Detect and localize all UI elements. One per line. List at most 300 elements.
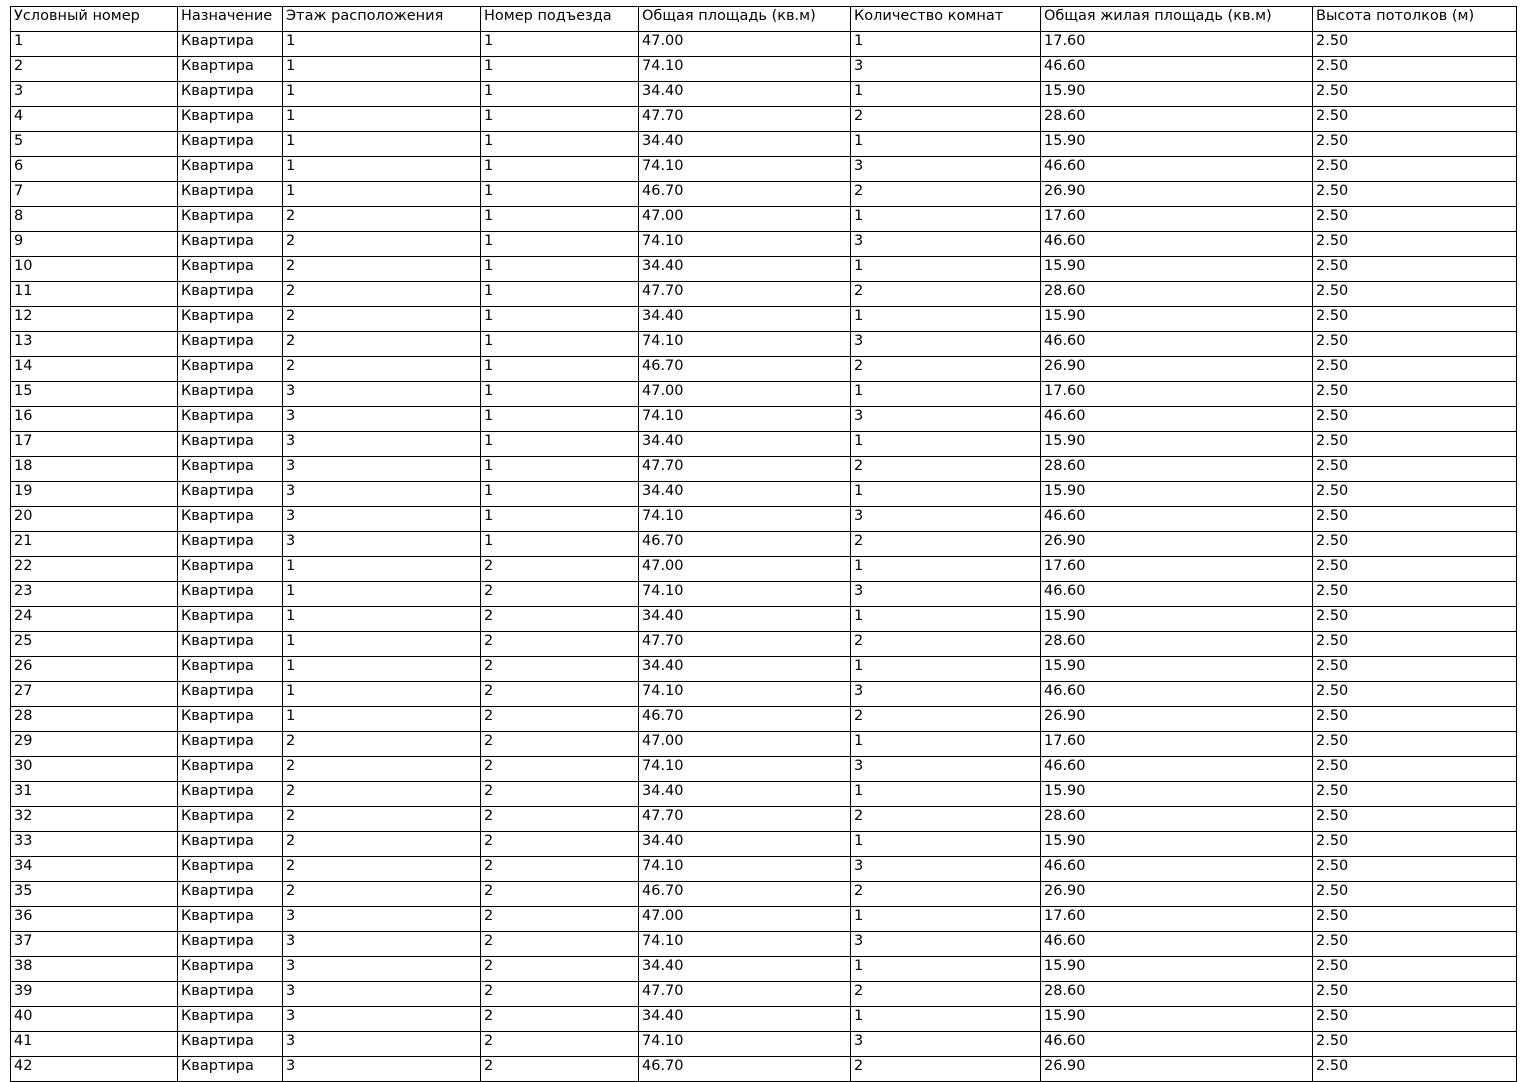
table-cell: Квартира (178, 407, 283, 432)
table-cell: 3 (851, 757, 1041, 782)
table-cell: 2 (851, 457, 1041, 482)
table-row (11, 1032, 1517, 1057)
table-cell: Квартира (178, 357, 283, 382)
table-cell: 15.90 (1041, 957, 1313, 982)
table-cell: 3 (283, 432, 481, 457)
table-row (11, 1007, 1517, 1032)
table-cell: 74.10 (639, 857, 851, 882)
table-cell: 3 (851, 932, 1041, 957)
table-cell: 2.50 (1313, 82, 1517, 107)
table-cell: 3 (851, 407, 1041, 432)
table-cell: 1 (481, 57, 639, 82)
table-row (11, 757, 1517, 782)
table-cell: 1 (481, 32, 639, 57)
table-cell: 1 (851, 607, 1041, 632)
table-cell: Квартира (178, 1057, 283, 1082)
table-cell: 15 (11, 382, 178, 407)
table-cell: 3 (283, 457, 481, 482)
table-cell: 2.50 (1313, 707, 1517, 732)
table-cell: 47.00 (639, 382, 851, 407)
table-cell: 46.60 (1041, 57, 1313, 82)
table-cell: 2 (851, 982, 1041, 1007)
table-cell: 1 (481, 532, 639, 557)
table-cell: 74.10 (639, 232, 851, 257)
table-cell: Квартира (178, 107, 283, 132)
table-cell: 2.50 (1313, 757, 1517, 782)
table-cell: 47.00 (639, 32, 851, 57)
column-header: Условный номер (11, 7, 178, 32)
table-cell: 2.50 (1313, 632, 1517, 657)
table-cell: 2 (481, 957, 639, 982)
table-cell: 15.90 (1041, 782, 1313, 807)
table-row (11, 657, 1517, 682)
table-cell: 2 (481, 732, 639, 757)
table-cell: 19 (11, 482, 178, 507)
table-cell: 15.90 (1041, 482, 1313, 507)
table-cell: 46.70 (639, 882, 851, 907)
table-cell: 46.70 (639, 532, 851, 557)
table-cell: 13 (11, 332, 178, 357)
table-cell: 26.90 (1041, 357, 1313, 382)
table-cell: 46.60 (1041, 157, 1313, 182)
table-cell: 1 (283, 582, 481, 607)
table-cell: 8 (11, 207, 178, 232)
table-cell: 2.50 (1313, 257, 1517, 282)
table-cell: Квартира (178, 482, 283, 507)
table-cell: 2.50 (1313, 732, 1517, 757)
table-cell: 2 (283, 207, 481, 232)
table-cell: 15.90 (1041, 432, 1313, 457)
table-row (11, 632, 1517, 657)
table-cell: Квартира (178, 882, 283, 907)
table-cell: 1 (481, 82, 639, 107)
table-cell: 41 (11, 1032, 178, 1057)
table-cell: 47.70 (639, 982, 851, 1007)
table-cell: 3 (283, 1032, 481, 1057)
table-cell: 2.50 (1313, 157, 1517, 182)
table-cell: 2.50 (1313, 532, 1517, 557)
table-cell: Квартира (178, 982, 283, 1007)
table-cell: Квартира (178, 957, 283, 982)
table-cell: 26.90 (1041, 182, 1313, 207)
table-cell: 1 (851, 657, 1041, 682)
table-cell: 2 (283, 332, 481, 357)
table-row (11, 682, 1517, 707)
table-cell: 2 (481, 1057, 639, 1082)
table-cell: 15.90 (1041, 82, 1313, 107)
table-row (11, 407, 1517, 432)
table-cell: 46.60 (1041, 857, 1313, 882)
table-cell: 1 (851, 732, 1041, 757)
table-row (11, 107, 1517, 132)
table-cell: 1 (283, 107, 481, 132)
table-cell: 42 (11, 1057, 178, 1082)
table-cell: 26.90 (1041, 707, 1313, 732)
table-cell: 1 (481, 157, 639, 182)
table-cell: 2 (283, 782, 481, 807)
table-cell: 1 (481, 407, 639, 432)
table-cell: 3 (283, 532, 481, 557)
table-cell: Квартира (178, 757, 283, 782)
table-cell: 46.60 (1041, 932, 1313, 957)
table-cell: 9 (11, 232, 178, 257)
table-cell: 2.50 (1313, 357, 1517, 382)
table-cell: Квартира (178, 682, 283, 707)
table-cell: 74.10 (639, 932, 851, 957)
table-cell: 74.10 (639, 332, 851, 357)
table-cell: 21 (11, 532, 178, 557)
table-cell: 15.90 (1041, 1007, 1313, 1032)
table-cell: Квартира (178, 457, 283, 482)
table-cell: 47.70 (639, 807, 851, 832)
table-cell: 3 (851, 157, 1041, 182)
table-row (11, 982, 1517, 1007)
table-cell: 74.10 (639, 407, 851, 432)
table-cell: 1 (283, 607, 481, 632)
table-cell: 2 (481, 807, 639, 832)
table-cell: 1 (851, 832, 1041, 857)
table-cell: 28.60 (1041, 107, 1313, 132)
table-cell: 1 (283, 32, 481, 57)
table-cell: Квартира (178, 1007, 283, 1032)
table-cell: 46.60 (1041, 1032, 1313, 1057)
table-cell: 2 (851, 882, 1041, 907)
table-cell: 34.40 (639, 832, 851, 857)
column-header: Номер подъезда (481, 7, 639, 32)
table-cell: 1 (851, 32, 1041, 57)
table-cell: 2.50 (1313, 832, 1517, 857)
table-cell: 46.60 (1041, 757, 1313, 782)
table-cell: 2.50 (1313, 382, 1517, 407)
table-cell: 2.50 (1313, 282, 1517, 307)
table-cell: 2 (851, 1057, 1041, 1082)
table-cell: 28 (11, 707, 178, 732)
table-row (11, 157, 1517, 182)
table-cell: Квартира (178, 832, 283, 857)
table-cell: 3 (11, 82, 178, 107)
table-cell: 2 (481, 607, 639, 632)
table-row (11, 582, 1517, 607)
table-cell: 2 (283, 307, 481, 332)
table-cell: 1 (851, 382, 1041, 407)
table-cell: 33 (11, 832, 178, 857)
table-row (11, 257, 1517, 282)
table-cell: 37 (11, 932, 178, 957)
table-cell: Квартира (178, 207, 283, 232)
table-cell: Квартира (178, 932, 283, 957)
table-row (11, 532, 1517, 557)
table-cell: Квартира (178, 582, 283, 607)
table-cell: 34.40 (639, 132, 851, 157)
table-cell: 3 (851, 1032, 1041, 1057)
table-row (11, 432, 1517, 457)
table-cell: 2 (11, 57, 178, 82)
table-cell: 2.50 (1313, 207, 1517, 232)
table-row (11, 207, 1517, 232)
table-cell: 2.50 (1313, 332, 1517, 357)
table-cell: 2 (481, 1007, 639, 1032)
table-cell: 2 (481, 582, 639, 607)
table-cell: 2.50 (1313, 1032, 1517, 1057)
table-cell: 2 (481, 907, 639, 932)
table-cell: 2.50 (1313, 182, 1517, 207)
table-cell: 3 (283, 932, 481, 957)
table-cell: 2.50 (1313, 657, 1517, 682)
table-cell: 17.60 (1041, 32, 1313, 57)
apartments-table (10, 6, 1517, 1082)
table-cell: 40 (11, 1007, 178, 1032)
table-row (11, 857, 1517, 882)
table-cell: 2.50 (1313, 857, 1517, 882)
table-cell: 3 (283, 482, 481, 507)
table-row (11, 782, 1517, 807)
table-cell: 2.50 (1313, 957, 1517, 982)
table-cell: 20 (11, 507, 178, 532)
table-cell: Квартира (178, 657, 283, 682)
table-cell: 74.10 (639, 507, 851, 532)
table-cell: 14 (11, 357, 178, 382)
table-cell: 1 (481, 507, 639, 532)
table-cell: 1 (283, 82, 481, 107)
table-cell: 4 (11, 107, 178, 132)
table-cell: Квартира (178, 182, 283, 207)
table-cell: 28.60 (1041, 807, 1313, 832)
table-cell: 15.90 (1041, 132, 1313, 157)
table-row (11, 507, 1517, 532)
table-cell: Квартира (178, 907, 283, 932)
table-row (11, 32, 1517, 57)
table-cell: 39 (11, 982, 178, 1007)
table-cell: 2 (481, 882, 639, 907)
table-cell: 1 (851, 82, 1041, 107)
column-header: Количество комнат (851, 7, 1041, 32)
table-cell: 1 (851, 307, 1041, 332)
table-cell: 2 (481, 682, 639, 707)
table-cell: 5 (11, 132, 178, 157)
table-cell: 1 (851, 957, 1041, 982)
table-cell: 2 (481, 857, 639, 882)
table-cell: Квартира (178, 332, 283, 357)
table-cell: 2.50 (1313, 57, 1517, 82)
table-cell: 2 (851, 182, 1041, 207)
table-cell: 28.60 (1041, 282, 1313, 307)
table-cell: 2 (283, 732, 481, 757)
table-row (11, 307, 1517, 332)
table-cell: Квартира (178, 432, 283, 457)
table-cell: 1 (481, 207, 639, 232)
table-cell: 3 (851, 682, 1041, 707)
table-cell: Квартира (178, 782, 283, 807)
table-row (11, 132, 1517, 157)
table-cell: 74.10 (639, 157, 851, 182)
table-cell: 2 (851, 807, 1041, 832)
table-header (11, 7, 1517, 32)
table-cell: 47.70 (639, 107, 851, 132)
table-cell: 34.40 (639, 1007, 851, 1032)
table-cell: 1 (481, 182, 639, 207)
table-cell: 2 (481, 632, 639, 657)
table-cell: 22 (11, 557, 178, 582)
table-cell: 1 (283, 157, 481, 182)
table-row (11, 607, 1517, 632)
table-cell: 2.50 (1313, 557, 1517, 582)
table-row (11, 57, 1517, 82)
table-cell: 34.40 (639, 432, 851, 457)
table-cell: 1 (481, 232, 639, 257)
table-cell: 47.00 (639, 557, 851, 582)
table-cell: 47.70 (639, 282, 851, 307)
table-cell: Квартира (178, 1032, 283, 1057)
table-cell: 2 (283, 832, 481, 857)
table-cell: 2 (851, 632, 1041, 657)
table-cell: 1 (481, 307, 639, 332)
table-cell: 74.10 (639, 1032, 851, 1057)
table-row (11, 82, 1517, 107)
table-cell: 1 (481, 332, 639, 357)
table-cell: 26.90 (1041, 1057, 1313, 1082)
table-cell: 74.10 (639, 682, 851, 707)
table-cell: 1 (283, 632, 481, 657)
table-cell: 1 (481, 482, 639, 507)
table-cell: 47.00 (639, 907, 851, 932)
table-cell: 2 (283, 882, 481, 907)
table-cell: 1 (851, 432, 1041, 457)
table-cell: 2 (481, 557, 639, 582)
table-cell: 46.60 (1041, 232, 1313, 257)
table-cell: 16 (11, 407, 178, 432)
table-cell: 1 (851, 257, 1041, 282)
table-cell: 1 (851, 1007, 1041, 1032)
table-cell: 2 (283, 757, 481, 782)
table-cell: 2.50 (1313, 932, 1517, 957)
table-row (11, 807, 1517, 832)
table-cell: 2 (283, 232, 481, 257)
table-cell: 1 (851, 782, 1041, 807)
table-cell: 3 (283, 1057, 481, 1082)
table-cell: 1 (283, 182, 481, 207)
table-cell: 1 (481, 107, 639, 132)
table-cell: 2.50 (1313, 457, 1517, 482)
table-cell: Квартира (178, 132, 283, 157)
table-cell: 2 (283, 282, 481, 307)
table-cell: 7 (11, 182, 178, 207)
table-cell: 2.50 (1313, 907, 1517, 932)
table-cell: 10 (11, 257, 178, 282)
table-cell: 11 (11, 282, 178, 307)
table-cell: 34.40 (639, 657, 851, 682)
table-cell: Квартира (178, 507, 283, 532)
table-body (11, 32, 1517, 1082)
table-row (11, 357, 1517, 382)
table-cell: 3 (851, 507, 1041, 532)
table-cell: 1 (481, 257, 639, 282)
table-cell: Квартира (178, 157, 283, 182)
table-cell: 2.50 (1313, 682, 1517, 707)
table-cell: Квартира (178, 82, 283, 107)
table-cell: 17.60 (1041, 207, 1313, 232)
table-cell: 2 (851, 532, 1041, 557)
table-row (11, 182, 1517, 207)
table-cell: 1 (851, 907, 1041, 932)
table-cell: 34.40 (639, 782, 851, 807)
table-cell: 2 (481, 832, 639, 857)
table-cell: 1 (283, 707, 481, 732)
table-cell: 3 (851, 857, 1041, 882)
table-row (11, 232, 1517, 257)
table-row (11, 732, 1517, 757)
column-header: Общая жилая площадь (кв.м) (1041, 7, 1313, 32)
table-cell: 2 (481, 1032, 639, 1057)
table-cell: 1 (481, 357, 639, 382)
table-cell: 2.50 (1313, 882, 1517, 907)
table-cell: Квартира (178, 607, 283, 632)
table-cell: 1 (481, 282, 639, 307)
table-cell: 34.40 (639, 957, 851, 982)
table-row (11, 457, 1517, 482)
table-cell: 15.90 (1041, 307, 1313, 332)
table-cell: 38 (11, 957, 178, 982)
table-cell: 47.00 (639, 732, 851, 757)
table-cell: 17.60 (1041, 382, 1313, 407)
table-cell: 3 (283, 382, 481, 407)
table-cell: 3 (283, 1007, 481, 1032)
table-cell: 2.50 (1313, 782, 1517, 807)
table-cell: 1 (283, 557, 481, 582)
table-cell: 74.10 (639, 582, 851, 607)
table-cell: 46.70 (639, 357, 851, 382)
table-row (11, 882, 1517, 907)
table-cell: 2.50 (1313, 507, 1517, 532)
table-row (11, 332, 1517, 357)
table-cell: 2.50 (1313, 982, 1517, 1007)
table-cell: 47.70 (639, 457, 851, 482)
table-cell: 2.50 (1313, 1007, 1517, 1032)
table-cell: Квартира (178, 257, 283, 282)
table-cell: 47.00 (639, 207, 851, 232)
table-cell: 1 (481, 132, 639, 157)
table-cell: 2.50 (1313, 807, 1517, 832)
table-row (11, 282, 1517, 307)
table-row (11, 932, 1517, 957)
table-cell: 36 (11, 907, 178, 932)
column-header: Назначение (178, 7, 283, 32)
table-cell: 17.60 (1041, 732, 1313, 757)
table-cell: 17 (11, 432, 178, 457)
table-cell: 15.90 (1041, 832, 1313, 857)
table-cell: 32 (11, 807, 178, 832)
table-cell: 26.90 (1041, 882, 1313, 907)
table-cell: 23 (11, 582, 178, 607)
table-cell: 12 (11, 307, 178, 332)
table-cell: Квартира (178, 532, 283, 557)
table-cell: 1 (481, 382, 639, 407)
table-cell: 1 (11, 32, 178, 57)
table-cell: 1 (851, 557, 1041, 582)
table-cell: 3 (851, 332, 1041, 357)
table-row (11, 557, 1517, 582)
table-cell: 3 (283, 982, 481, 1007)
table-cell: 2.50 (1313, 232, 1517, 257)
table-cell: 30 (11, 757, 178, 782)
table-cell: 34.40 (639, 82, 851, 107)
table-cell: Квартира (178, 632, 283, 657)
table-cell: 2 (851, 282, 1041, 307)
table-cell: 2 (283, 257, 481, 282)
table-cell: Квартира (178, 282, 283, 307)
table-cell: Квартира (178, 732, 283, 757)
table-row (11, 382, 1517, 407)
table-cell: 2.50 (1313, 607, 1517, 632)
